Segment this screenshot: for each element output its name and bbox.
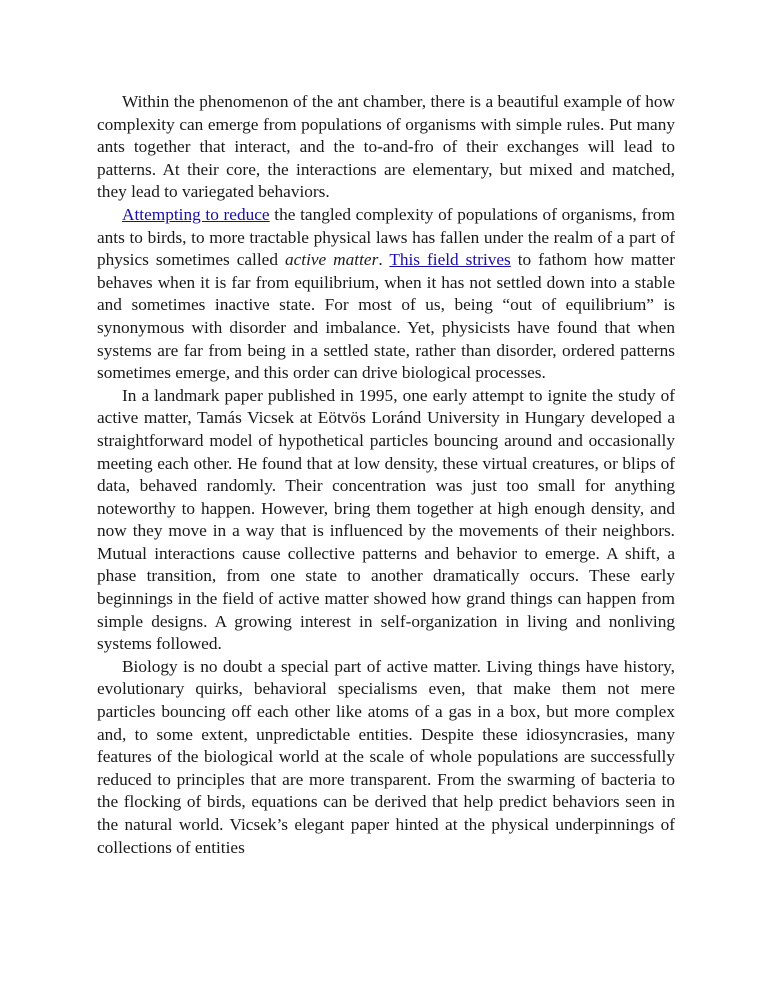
paragraph-text: the tangled complexity of populations of organisms, from ants to birds, to more tractable physical laws has fallen under the realm of a part of physics sometimes called (97, 204, 675, 270)
paragraph-text: . (378, 250, 390, 270)
paragraph-text: Within the phenomenon of the ant chamber, there is a beautiful example of how complexity can emerge from populations of organisms with simple rules. Put many ants together that interact, and the to-and-fro of their exchanges will lead to patterns. At their core, the interactions are elementary, but mixed and matched, they lead to variegated behaviors. (97, 92, 675, 202)
term-active-matter: active matter (284, 250, 379, 270)
link-attempting-to-reduce[interactable]: Attempting to reduce (122, 204, 270, 224)
paragraph-ant-chamber (97, 91, 675, 204)
paragraph-text: In a landmark paper published in 1995, one early attempt to ignite the study of active matter, Tamás Vicsek at Eötvös Loránd University in Hungary developed a straightforward model of hypothetical particles bouncing around and occasionally meeting each other. He found that at low density, these virtual creatures, or blips of data, behaved randomly. Their concentration was just too small for anything noteworthy to happen. However, bring them together at high enough density, and now they move in a way that is influenced by the movements of their neighbors. Mutual interactions cause collective patterns and behavior to emerge. A shift, a phase transition, from one state to another dramatically occurs. These early beginnings in the field of active matter showed how grand things can happen from simple designs. A growing interest in self-organization in living and nonliving systems followed. (97, 385, 675, 654)
paragraph-biology (97, 656, 675, 859)
document-body (97, 91, 675, 859)
link-this-field-strives[interactable]: This field strives (389, 250, 511, 270)
paragraph-active-matter (97, 204, 675, 385)
paragraph-text: Biology is no doubt a special part of active matter. Living things have history, evolutionary quirks, behavioral specialisms even, that make them not mere particles bouncing off each other like atoms of a gas in a box, but more complex and, to some extent, unpredictable entities. Despite these idiosyncrasies, many features of the biological world at the scale of whole populations are successfully reduced to principles that are more transparent. From the swarming of bacteria to the flocking of birds, equations can be derived that help predict behaviors seen in the natural world. Vicsek’s elegant paper hinted at the physical underpinnings of collections of entities (97, 656, 675, 857)
paragraph-vicsek-model (97, 385, 675, 656)
paragraph-text: to fathom how matter behaves when it is far from equilibrium, when it has not settled down into a stable and sometimes inactive state. For most of us, being “out of equilibrium” is synonymous with disorder and imbalance. Yet, physicists have found that when systems are far from being in a settled state, rather than disorder, ordered patterns sometimes emerge, and this order can drive biological processes. (97, 250, 675, 383)
